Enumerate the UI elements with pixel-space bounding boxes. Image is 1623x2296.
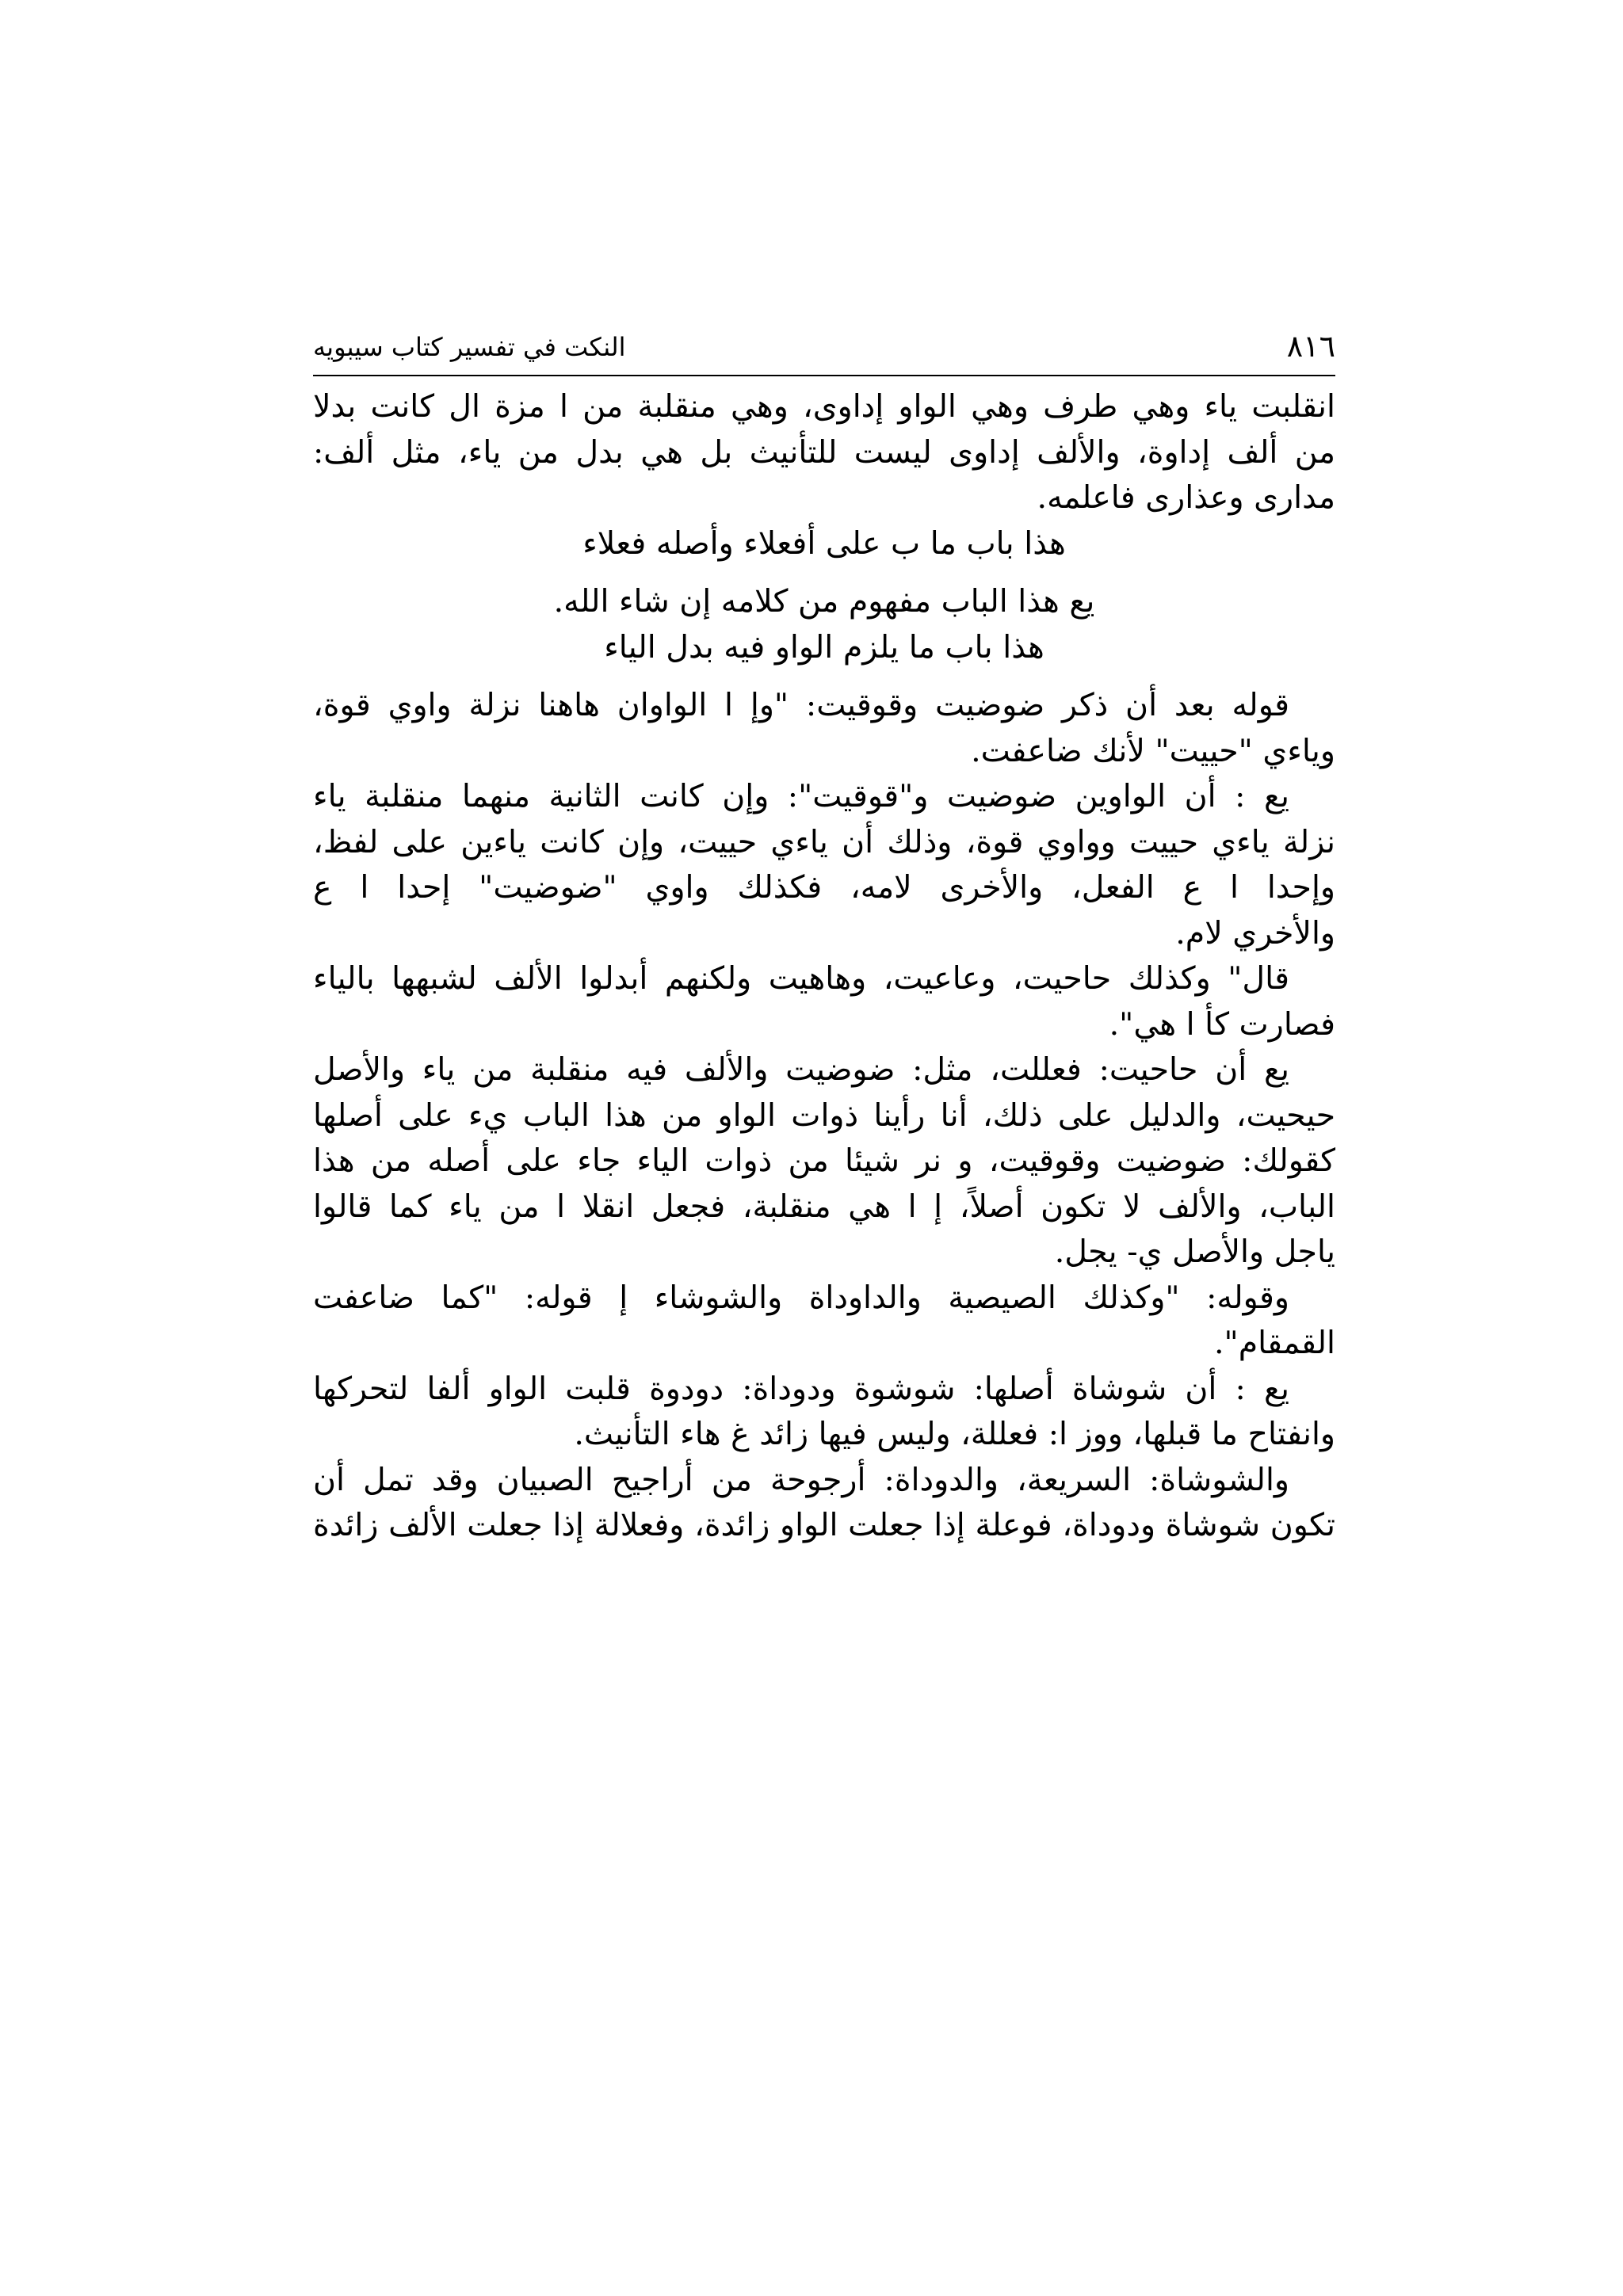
text-line: فصارت كأ ا هي". xyxy=(1109,1005,1335,1043)
text-line: حيحيت، والدليل على ذلك، أنا رأينا ذوات الواو من هذا الباب يء على أصلها xyxy=(313,1097,1335,1134)
text-line: الباب، والألف لا تكون أصلاً، إ ا هي منقلبة، فجعل انقلا ا من ياء كما قالوا xyxy=(313,1188,1335,1225)
text-line: والأخري لام. xyxy=(1175,914,1335,952)
section-heading: هذا باب ما يلزم الواو فيه بدل الياء xyxy=(604,628,1044,666)
header-rule xyxy=(313,375,1335,376)
text-line: ياجل والأصل ي- يجل. xyxy=(1054,1234,1335,1270)
text-line: من ألف إداوة، والألف إداوى ليست للتأنيث بل هي بدل من ياء، مثل ألف: xyxy=(313,433,1335,471)
section-heading: هذا باب ما ب على أفعلاء وأصله فعلاء xyxy=(582,524,1066,562)
text-line: قال" وكذلك حاحيت، وعاعيت، وهاهيت ولكنهم أبدلوا الألف لشبهها بالياء xyxy=(313,960,1289,997)
running-title: النكت في تفسير كتاب سيبويه xyxy=(313,332,626,362)
text-line: تكون شوشاة ودوداة، فوعلة إذا جعلت الواو زائدة، وفعلالة إذا جعلت الألف زائدة xyxy=(313,1507,1335,1543)
text-line: يع أن حاحيت: فعللت، مثل: ضوضيت والألف فيه منقلبة من ياء والأصل xyxy=(313,1051,1289,1088)
running-head xyxy=(313,329,1335,368)
centered-note: يع هذا الباب مفهوم من كلامه إن شاء الله. xyxy=(553,583,1095,620)
text-line: مدارى وعذارى فاعلمه. xyxy=(1037,479,1335,516)
text-line: والشوشاة: السريعة، والدوداة: أرجوحة من أراجيح الصبيان وقد تمل أن xyxy=(313,1461,1289,1498)
text-line: وانفتاح ما قبلها، ووز ا: فعللة، وليس فيها زائد غ هاء التأنيث. xyxy=(574,1416,1335,1452)
text-line: انقلبت ياء وهي طرف وهي الواو إداوى، وهي منقلبة من ا مزة ال كانت بدلا xyxy=(313,388,1335,425)
text-line: كقولك: ضوضيت وقوقيت، و نر شيئا من ذوات الياء جاء على أصله من هذا xyxy=(313,1142,1335,1179)
text-line: وقوله: "وكذلك الصيصية والداوداة والشوشاء إ قوله: "كما ضاعفت xyxy=(313,1279,1289,1316)
page-number: ٨١٦ xyxy=(1286,329,1335,364)
text-line: نزلة ياءي حييت وواوي قوة، وذلك أن ياءي حييت، وإن كانت ياءين على لفظ، xyxy=(313,823,1335,860)
text-line: وياءي "حييت" لأنك ضاعفت. xyxy=(971,732,1335,769)
text-line: القمقام". xyxy=(1213,1325,1335,1361)
text-line: يع : أن شوشاة أصلها: شوشوة ودوداة: دودوة قلبت الواو ألفا لتحركها xyxy=(313,1370,1289,1407)
text-line: يع : أن الواوين ضوضيت و"قوقيت": وإن كانت الثانية منهما منقلبة ياء xyxy=(313,778,1289,814)
text-line: قوله بعد أن ذكر ضوضيت وقوقيت: "وإ ا الواوان هاهنا نزلة واوي قوة، xyxy=(313,687,1289,723)
text-line: وإحدا ا ع الفعل، والأخرى لامه، فكذلك واوي "ضوضيت" إحدا ا ع xyxy=(313,869,1335,906)
body-text xyxy=(313,384,1335,1549)
